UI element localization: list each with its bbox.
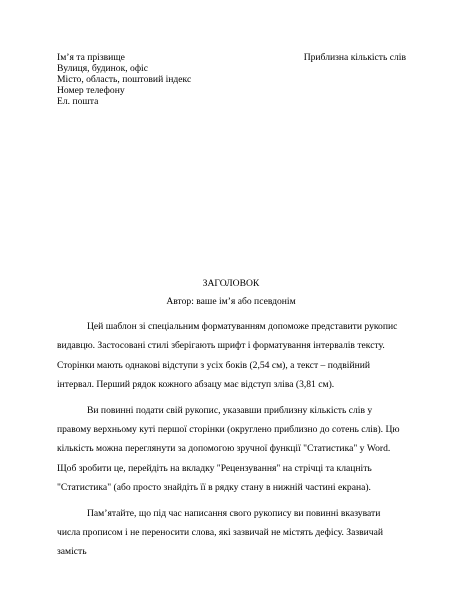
body-paragraph-3[interactable]: Пам’ятайте, що під час написання свого рукопису ви повинні вказувати числа прописом і не переносити слова, які зазвичай не містять дефісу. Зазвичай замість — [57, 507, 384, 558]
author-byline[interactable]: Автор: ваше ім’я або псевдонім — [166, 296, 296, 307]
body-paragraph-1[interactable]: Цей шаблон зі спеціальним форматуванням допоможе представити рукопис видавцю. Застосовані стилі зберігають шрифт і форматування інтервалів тексту. Сторінки мають однакові відступи з усіх боків (2,54 см), а текст – подвійний інтервал. Перший рядок кожного абзацу має відступ зліва (3,81 см). — [57, 321, 398, 391]
email-field[interactable]: Ел. пошта — [57, 96, 99, 108]
word-count-field[interactable]: Приблизна кількість слів — [303, 52, 406, 63]
street-address-field[interactable]: Вулиця, будинок, офіс — [57, 63, 148, 75]
phone-field[interactable]: Номер телефону — [57, 85, 125, 97]
body-text — [57, 317, 405, 568]
body-paragraph-2[interactable]: Ви повинні подати свій рукопис, указавши приблизну кількість слів у правому верхньому куті першої сторінки (округлено приблизно до сотень слів). Цю кількість можна переглянути за допомогою зручної функції "Статистика" у Word. Щоб зробити це, перейдіть на вкладку "Рецензування" на стрічці та клацніть "Статистика" (або просто знайдіть її в рядку стану в нижній частині екрана). — [57, 404, 400, 494]
author-name-field[interactable]: Ім’я та прізвище — [57, 52, 125, 63]
city-region-zip-field[interactable]: Місто, область, поштовий індекс — [57, 74, 192, 86]
manuscript-title[interactable]: ЗАГОЛОВОК — [202, 278, 260, 289]
contact-block — [57, 52, 191, 107]
